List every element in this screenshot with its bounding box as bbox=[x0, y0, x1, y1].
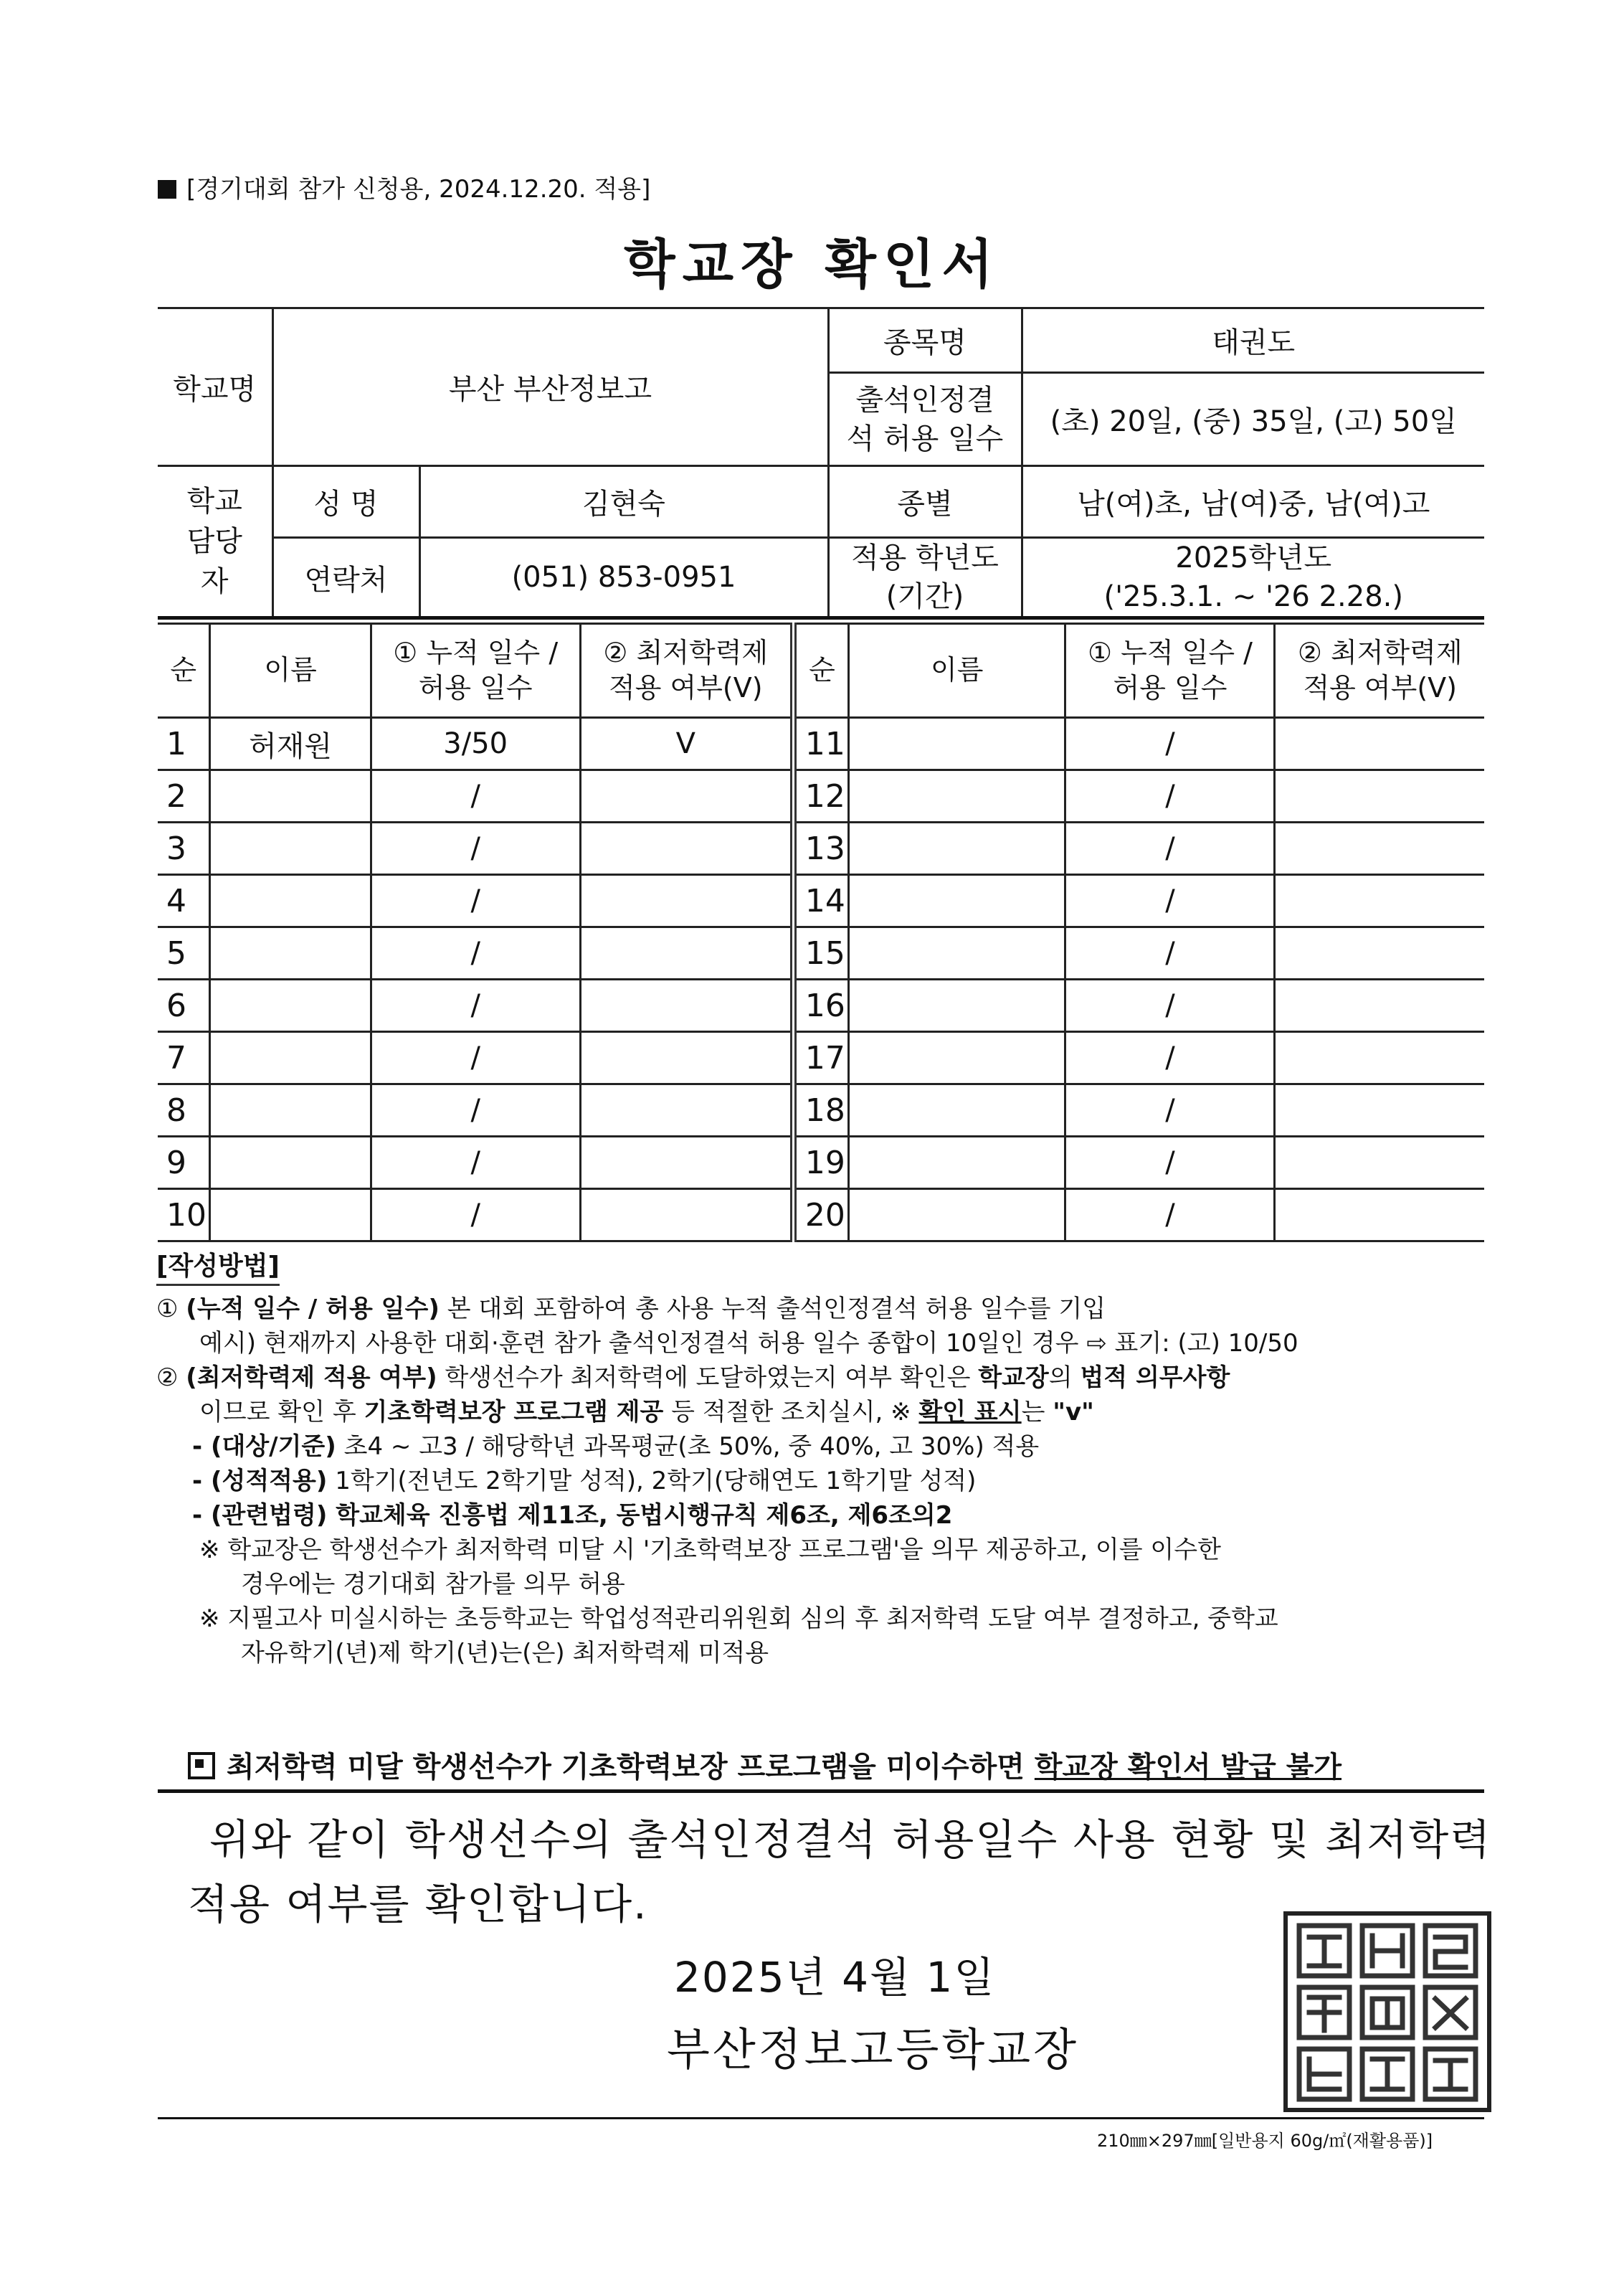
header-min-grade: ② 최저학력제 적용 여부(V) bbox=[580, 624, 793, 718]
absence-days-label: 출석인정결석 허용 일수 bbox=[828, 373, 1022, 466]
row-days-2: / bbox=[1065, 927, 1275, 980]
confirmation-line-1: 위와 같이 학생선수의 출석인정결석 허용일수 사용 현황 및 최저학력 bbox=[209, 1815, 1492, 1864]
paper-spec-footnote: 210㎜×297㎜[일반용지 60g/㎡(재활용품)] bbox=[1097, 2131, 1433, 2151]
table-row bbox=[158, 1189, 1484, 1241]
square-bullet-icon bbox=[158, 180, 176, 199]
item-number: ① bbox=[156, 1295, 179, 1323]
table-row bbox=[158, 875, 1484, 927]
item-emphasis: 학교장 bbox=[978, 1363, 1049, 1392]
row-min-grade-2 bbox=[1275, 1137, 1484, 1189]
form-usage-note bbox=[158, 169, 650, 204]
detail-heading: - (대상/기준) bbox=[192, 1432, 336, 1461]
sport-value: 태권도 bbox=[1022, 308, 1484, 373]
row-name bbox=[210, 1084, 371, 1137]
confirmation-line-2: 적용 여부를 확인합니다. bbox=[188, 1880, 648, 1929]
check-mark-example: "v" bbox=[1053, 1398, 1094, 1426]
table-row bbox=[158, 980, 1484, 1032]
row-seq-2: 18 bbox=[793, 1084, 848, 1137]
item-heading: (최저학력제 적용 여부) bbox=[186, 1363, 437, 1392]
row-name bbox=[210, 1189, 371, 1241]
row-name bbox=[210, 927, 371, 980]
item-emphasis: 법적 의무사항 bbox=[1080, 1363, 1230, 1392]
row-seq-2: 16 bbox=[793, 980, 848, 1032]
row-seq-2: 13 bbox=[793, 823, 848, 875]
detail-text: 학교체육 진흥법 제11조, 동법시행규칙 제6조, 제6조의2 bbox=[327, 1501, 953, 1530]
row-days: / bbox=[371, 1137, 580, 1189]
row-name-2 bbox=[849, 1084, 1065, 1137]
detail-text: 1학기(전년도 2학기말 성적), 2학기(당해연도 1학기말 성적) bbox=[327, 1467, 977, 1495]
item-text: 등 적절한 조치실시, ※ bbox=[663, 1398, 919, 1426]
table-row bbox=[158, 927, 1484, 980]
row-seq-2: 12 bbox=[793, 770, 848, 823]
document-title: 학교장 확인서 bbox=[624, 234, 1000, 295]
row-name bbox=[210, 1137, 371, 1189]
item-number: ② bbox=[156, 1363, 179, 1392]
instruction-example: 예시) 현재까지 사용한 대회·훈련 참가 출석인정결석 허용 일수 종합이 10일인 경우 ⇨ 표기: (고) 10/50 bbox=[199, 1329, 1298, 1358]
sport-label: 종목명 bbox=[828, 308, 1022, 373]
note-1-line-1: ※ 학교장은 학생선수가 최저학력 미달 시 '기초학력보장 프로그램'을 의무 제공하고, 이를 이수한 bbox=[199, 1535, 1221, 1564]
item-text: 는 bbox=[1021, 1398, 1053, 1426]
table-row bbox=[158, 823, 1484, 875]
instruction-item-2-continued bbox=[156, 1395, 1519, 1429]
row-name-2 bbox=[849, 1032, 1065, 1084]
detail-heading: - (관련법령) bbox=[192, 1501, 328, 1530]
table-row bbox=[158, 1032, 1484, 1084]
issuance-notice bbox=[188, 1744, 1342, 1785]
row-min-grade bbox=[580, 823, 793, 875]
contact-value: (051) 853-0951 bbox=[419, 538, 828, 618]
row-days: / bbox=[371, 1189, 580, 1241]
row-days-2: / bbox=[1065, 770, 1275, 823]
item-text: 의 bbox=[1048, 1363, 1081, 1392]
row-seq: 8 bbox=[158, 1084, 210, 1137]
row-days-2: / bbox=[1065, 1137, 1275, 1189]
row-min-grade: V bbox=[580, 718, 793, 770]
instruction-item-1 bbox=[156, 1292, 1519, 1326]
item-emphasis: 기초학력보장 프로그램 제공 bbox=[364, 1398, 664, 1426]
row-seq-2: 15 bbox=[793, 927, 848, 980]
row-seq: 1 bbox=[158, 718, 210, 770]
issue-date: 2025년 4월 1일 bbox=[674, 1953, 996, 2002]
header-days: ① 누적 일수 / 허용 일수 bbox=[371, 624, 580, 718]
header-name: 이름 bbox=[210, 624, 371, 718]
row-min-grade-2 bbox=[1275, 770, 1484, 823]
item-text: 이므로 확인 후 bbox=[199, 1398, 364, 1426]
form-usage-note-text: [경기대회 참가 신청용, 2024.12.20. 적용] bbox=[186, 175, 651, 204]
row-days: / bbox=[371, 875, 580, 927]
row-min-grade bbox=[580, 770, 793, 823]
row-min-grade bbox=[580, 1032, 793, 1084]
row-seq-2: 17 bbox=[793, 1032, 848, 1084]
row-min-grade-2 bbox=[1275, 823, 1484, 875]
school-info-table bbox=[158, 307, 1484, 620]
row-min-grade-2 bbox=[1275, 1032, 1484, 1084]
row-name-2 bbox=[849, 718, 1065, 770]
apply-year-period: ('25.3.1. ~ '26 2.28.) bbox=[1103, 580, 1403, 613]
row-seq: 9 bbox=[158, 1137, 210, 1189]
row-days-2: / bbox=[1065, 718, 1275, 770]
detail-text: 초4 ~ 고3 / 해당학년 과목평균(초 50%, 중 40%, 고 30%) 적용 bbox=[336, 1432, 1040, 1461]
row-seq: 5 bbox=[158, 927, 210, 980]
principal-name: 부산정보고등학교장 bbox=[667, 2023, 1080, 2076]
row-seq: 2 bbox=[158, 770, 210, 823]
row-min-grade-2 bbox=[1275, 980, 1484, 1032]
row-days: / bbox=[371, 1032, 580, 1084]
note-1-line-2: 경우에는 경기대회 참가를 의무 허용 bbox=[241, 1570, 625, 1599]
row-name-2 bbox=[849, 1137, 1065, 1189]
header-name-2: 이름 bbox=[849, 624, 1065, 718]
item-text: 본 대회 포함하여 총 사용 누적 출석인정결석 허용 일수를 기입 bbox=[439, 1295, 1106, 1323]
absence-days-value: (초) 20일, (중) 35일, (고) 50일 bbox=[1022, 373, 1484, 466]
row-name-2 bbox=[849, 980, 1065, 1032]
row-seq-2: 20 bbox=[793, 1189, 848, 1241]
detail-target bbox=[156, 1429, 1519, 1464]
row-min-grade bbox=[580, 927, 793, 980]
student-table bbox=[158, 623, 1484, 1242]
row-seq: 3 bbox=[158, 823, 210, 875]
row-days: / bbox=[371, 980, 580, 1032]
row-name-2 bbox=[849, 770, 1065, 823]
row-days-2: / bbox=[1065, 980, 1275, 1032]
manager-name-label: 성 명 bbox=[272, 466, 419, 538]
row-name-2 bbox=[849, 1189, 1065, 1241]
row-name bbox=[210, 980, 371, 1032]
header-seq: 순 bbox=[158, 624, 210, 718]
notice-text: 최저학력 미달 학생선수가 기초학력보장 프로그램을 미이수하면 bbox=[227, 1751, 1035, 1784]
row-days: / bbox=[371, 823, 580, 875]
note-2-line-1: ※ 지필고사 미실시하는 초등학교는 학업성적관리위원회 심의 후 최저학력 도달 여부 결정하고, 중학교 bbox=[199, 1604, 1278, 1633]
row-min-grade bbox=[580, 980, 793, 1032]
row-seq: 4 bbox=[158, 875, 210, 927]
row-min-grade-2 bbox=[1275, 718, 1484, 770]
row-days-2: / bbox=[1065, 823, 1275, 875]
header-min-grade-2: ② 최저학력제 적용 여부(V) bbox=[1275, 624, 1484, 718]
row-days: / bbox=[371, 927, 580, 980]
row-days-2: / bbox=[1065, 875, 1275, 927]
table-row bbox=[158, 718, 1484, 770]
instructions-title: [작성방법] bbox=[156, 1249, 280, 1286]
gender-label: 종별 bbox=[828, 466, 1022, 538]
row-days-2: / bbox=[1065, 1084, 1275, 1137]
footer-divider bbox=[158, 2117, 1484, 2119]
row-name bbox=[210, 875, 371, 927]
row-min-grade-2 bbox=[1275, 875, 1484, 927]
row-days-2: / bbox=[1065, 1032, 1275, 1084]
school-name-value: 부산 부산정보고 bbox=[272, 308, 828, 466]
row-seq: 7 bbox=[158, 1032, 210, 1084]
manager-label: 학교 담당자 bbox=[158, 466, 272, 618]
apply-year-value: 2025학년도 bbox=[1175, 541, 1332, 574]
row-name bbox=[210, 1032, 371, 1084]
row-name: 허재원 bbox=[210, 718, 371, 770]
instruction-item-2 bbox=[156, 1361, 1519, 1395]
table-row bbox=[158, 1084, 1484, 1137]
row-name bbox=[210, 823, 371, 875]
seal-glyphs-graphic bbox=[1288, 1916, 1487, 2108]
row-name-2 bbox=[849, 927, 1065, 980]
apply-year-label: 적용 학년도 (기간) bbox=[828, 538, 1022, 618]
section-divider bbox=[158, 1789, 1484, 1793]
manager-name-value: 김현숙 bbox=[419, 466, 828, 538]
notice-underlined-text: 학교장 확인서 발급 불가 bbox=[1034, 1751, 1342, 1784]
detail-grades bbox=[156, 1464, 1519, 1498]
row-min-grade bbox=[580, 1084, 793, 1137]
table-row bbox=[158, 770, 1484, 823]
contact-label: 연락처 bbox=[272, 538, 419, 618]
row-min-grade bbox=[580, 875, 793, 927]
header-seq-2: 순 bbox=[793, 624, 848, 718]
apply-year-cell bbox=[1022, 538, 1484, 618]
official-seal-icon bbox=[1283, 1911, 1491, 2112]
row-seq: 10 bbox=[158, 1189, 210, 1241]
detail-law bbox=[156, 1498, 1519, 1533]
item-heading: (누적 일수 / 허용 일수) bbox=[186, 1295, 440, 1323]
boxed-square-icon bbox=[188, 1752, 215, 1779]
row-min-grade-2 bbox=[1275, 1084, 1484, 1137]
row-min-grade bbox=[580, 1137, 793, 1189]
item-emphasis: 확인 표시 bbox=[918, 1398, 1022, 1426]
row-days: / bbox=[371, 770, 580, 823]
row-seq: 6 bbox=[158, 980, 210, 1032]
row-min-grade-2 bbox=[1275, 927, 1484, 980]
row-days-2: / bbox=[1065, 1189, 1275, 1241]
gender-value: 남(여)초, 남(여)중, 남(여)고 bbox=[1022, 466, 1484, 538]
note-2-line-2: 자유학기(년)제 학기(년)는(은) 최저학력제 미적용 bbox=[241, 1639, 769, 1667]
row-min-grade-2 bbox=[1275, 1189, 1484, 1241]
row-name-2 bbox=[849, 875, 1065, 927]
header-days-2: ① 누적 일수 / 허용 일수 bbox=[1065, 624, 1275, 718]
row-name-2 bbox=[849, 823, 1065, 875]
row-min-grade bbox=[580, 1189, 793, 1241]
instructions-section bbox=[156, 1249, 1519, 1670]
detail-heading: - (성적적용) bbox=[192, 1467, 328, 1495]
row-seq-2: 11 bbox=[793, 718, 848, 770]
row-days: 3/50 bbox=[371, 718, 580, 770]
school-name-label: 학교명 bbox=[158, 308, 272, 466]
table-row bbox=[158, 1137, 1484, 1189]
item-text: 학생선수가 최저학력에 도달하였는지 여부 확인은 bbox=[437, 1363, 979, 1392]
row-name bbox=[210, 770, 371, 823]
row-days: / bbox=[371, 1084, 580, 1137]
row-seq-2: 19 bbox=[793, 1137, 848, 1189]
row-seq-2: 14 bbox=[793, 875, 848, 927]
